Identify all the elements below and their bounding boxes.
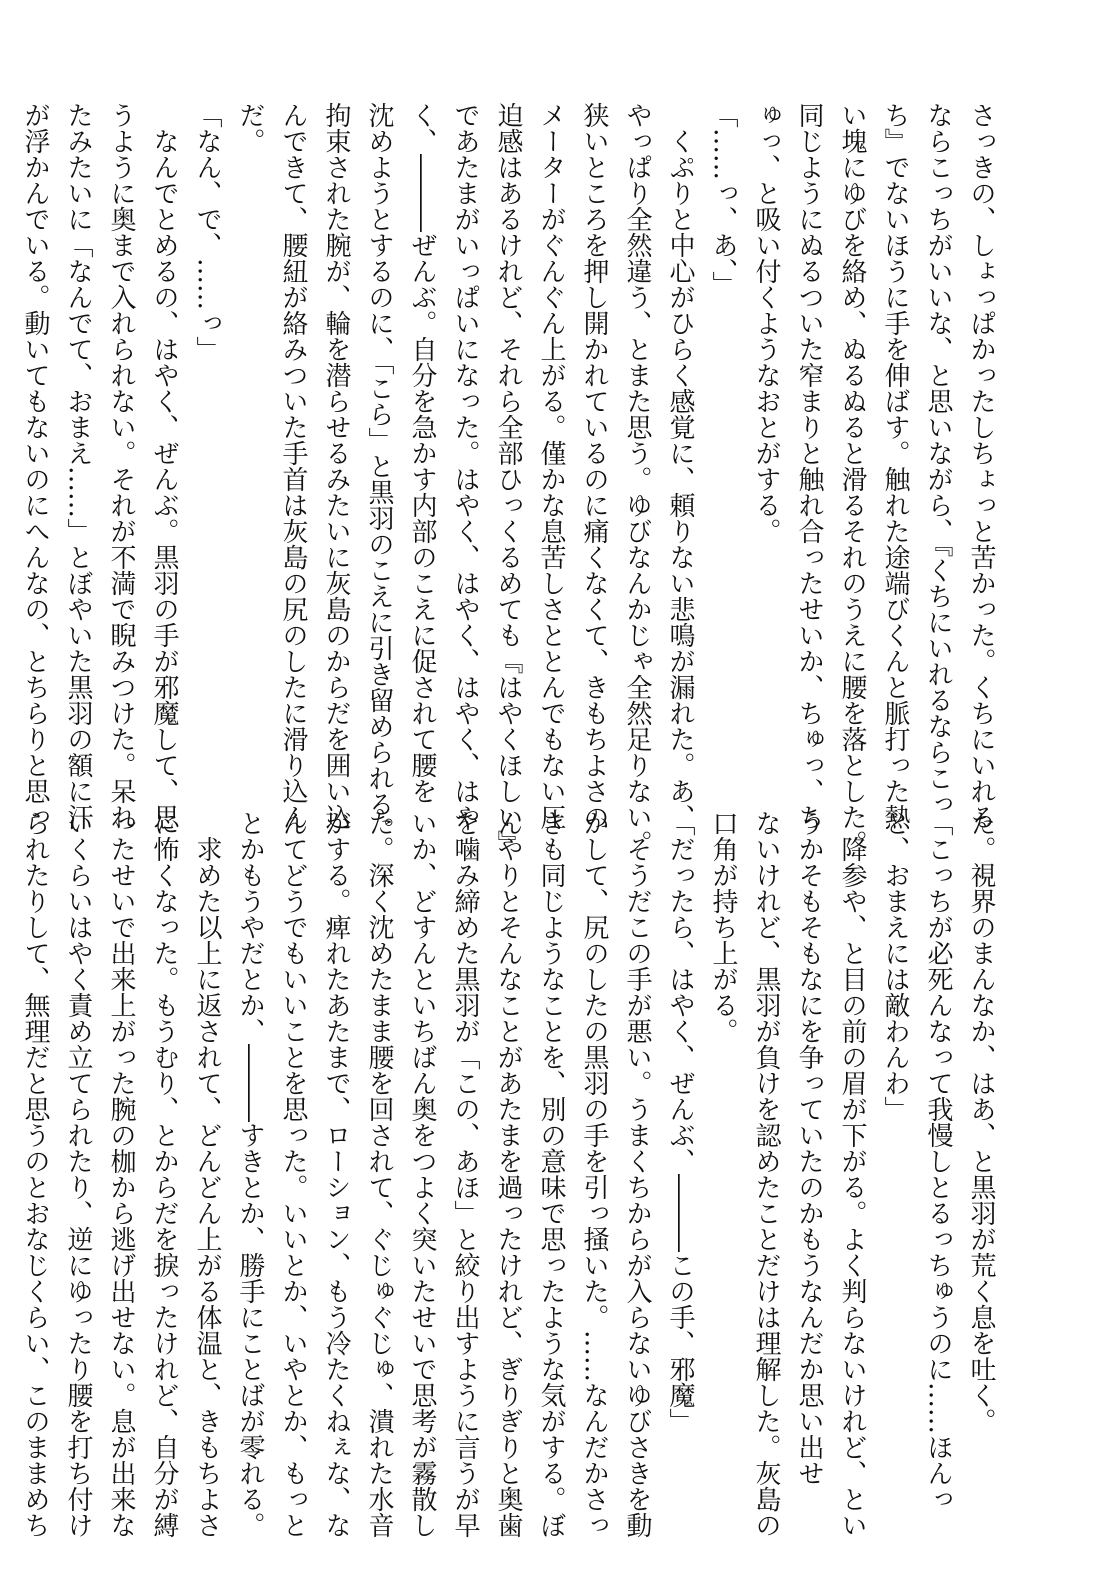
text-line: だ。 [235,102,265,154]
text-line: メーターがぐんぐん上がる。僅かな息苦しさととんでもない圧 [536,102,566,830]
text-line: そうだこの手が悪い。うまくちからが入らないゆびさきを動 [622,810,652,1538]
text-line: やっぱり全然違う、とまた思う。ゆびなんかじゃ全然足りない。 [622,102,652,856]
text-line: とかもうやだとか、―――すきとか、勝手にことばが零れる。 [235,810,265,1538]
text-line: うように奥まで入れられない。それが不満で睨みつけた。呆れ [106,102,136,830]
text-line: ならこっちがいいな、と思いながら、『くちにいれるならこっ [923,102,953,817]
text-line: と、おまえには敵わんわ」 [880,810,910,1122]
text-line: 口角が持ち上がる。 [708,810,738,1044]
text-line: がする。痺れたあたまで、ローション、もう冷たくねぇな、な [321,810,351,1538]
text-line: んてどうでもいいことを思った。いいとか、いやとか、もっと [278,810,308,1538]
text-line: 「こっちが必死んなって我慢しとるっちゅうのに……ほんっ [923,810,953,1512]
text-line: ったせいで出来上がった腕の枷から逃げ出せない。息が出来な [106,810,136,1538]
text-line: たみたいに「なんでて、おまえ……」とぼやいた黒羽の額に汗 [63,102,93,830]
text-line: た。視界のまんなか、はあ、と黒羽が荒く息を吐く。 [966,810,996,1434]
text-line: いくらいはやく責め立てられたり、逆にゆったり腰を打ち付け [63,810,93,1538]
text-line: い塊にゆびを絡め、ぬるぬると滑るそれのうえに腰を落とした。 [837,102,867,856]
text-line: 「だったら、はやく、ぜんぶ、―――この手、邪魔」 [665,810,695,1434]
text-line: さっきの、しょっぱかったしちょっと苦かった。くちにいれる [966,102,996,830]
text-line: なんでとめるの、はやく、ぜんぶ。黒羽の手が邪魔して、思 [149,102,179,830]
text-line: 降参や、と目の前の眉が下がる。よく判らないけれど、とい [837,810,867,1538]
text-line: であたまがいっぱいになった。はやく、はやく、はやく、はや [450,102,480,830]
text-line: ないけれど、黒羽が負けを認めたことだけは理解した。灰島の [751,810,781,1538]
text-line: 沈めようとするのに、「こら」と黒羽のこえに引き留められる。 [364,102,394,843]
text-line: うかそもそもなにを争っていたのかもうなんだか思い出せ [794,810,824,1486]
text-line: きも同じようなことを、別の意味で思ったような気がする。ぼ [536,810,566,1538]
text-line: ゅっ、と吸い付くようなおとがする。 [751,102,781,544]
text-line: かして、尻のしたの黒羽の手を引っ掻いた。……なんだかさっ [579,810,609,1538]
text-line: 同じようにぬるついた窄まりと触れ合ったせいか、ちゅっ、ち [794,102,824,830]
text-line: た。深く沈めたまま腰を回されて、ぐじゅぐじゅ、潰れた水音 [364,810,394,1538]
text-line: が浮かんでいる。動いてもないのにへんなの、とちらりと思っ [20,102,50,830]
text-block-upper [20,102,1002,856]
text-line: 「なん、で、……っ」 [192,102,222,362]
text-line: んやりとそんなことがあたまを過ったけれど、ぎりぎりと奥歯 [493,810,523,1538]
text-line: く、―――ぜんぶ。自分を急かす内部のこえに促されて腰を [407,102,437,804]
text-line: くぷりと中心がひらく感覚に、頼りない悲鳴が漏れた。あ、 [665,102,695,830]
text-block-lower [20,810,1002,1538]
text-line: に怖くなった。もうむり、とからだを捩ったけれど、自分が縛 [149,810,179,1538]
text-line: 狭いところを押し開かれているのに痛くなくて、きもちよさの [579,102,609,830]
text-line: 拘束された腕が、輪を潜らせるみたいに灰島のからだを囲い込 [321,102,351,830]
text-line: んできて、腰紐が絡みついた手首は灰島の尻のしたに滑り込ん [278,102,308,830]
text-line: を噛み締めた黒羽が「この、あほ」と絞り出すように言うが早 [450,810,480,1538]
text-line: 求めた以上に返されて、どんどん上がる体温と、きもちよさ [192,810,222,1538]
text-line: 迫感はあるけれど、それら全部ひっくるめても『はやくほしい』 [493,102,523,856]
text-line: られたりして、無理だと思うのとおなじくらい、このままめち [20,810,50,1538]
text-line: いか、どすんといちばん奥をつよく突いたせいで思考が霧散し [407,810,437,1538]
text-line: 「……っ、あ、」 [708,102,738,297]
text-line: ち』でないほうに手を伸ばす。触れた途端びくんと脈打った熱 [880,102,910,830]
